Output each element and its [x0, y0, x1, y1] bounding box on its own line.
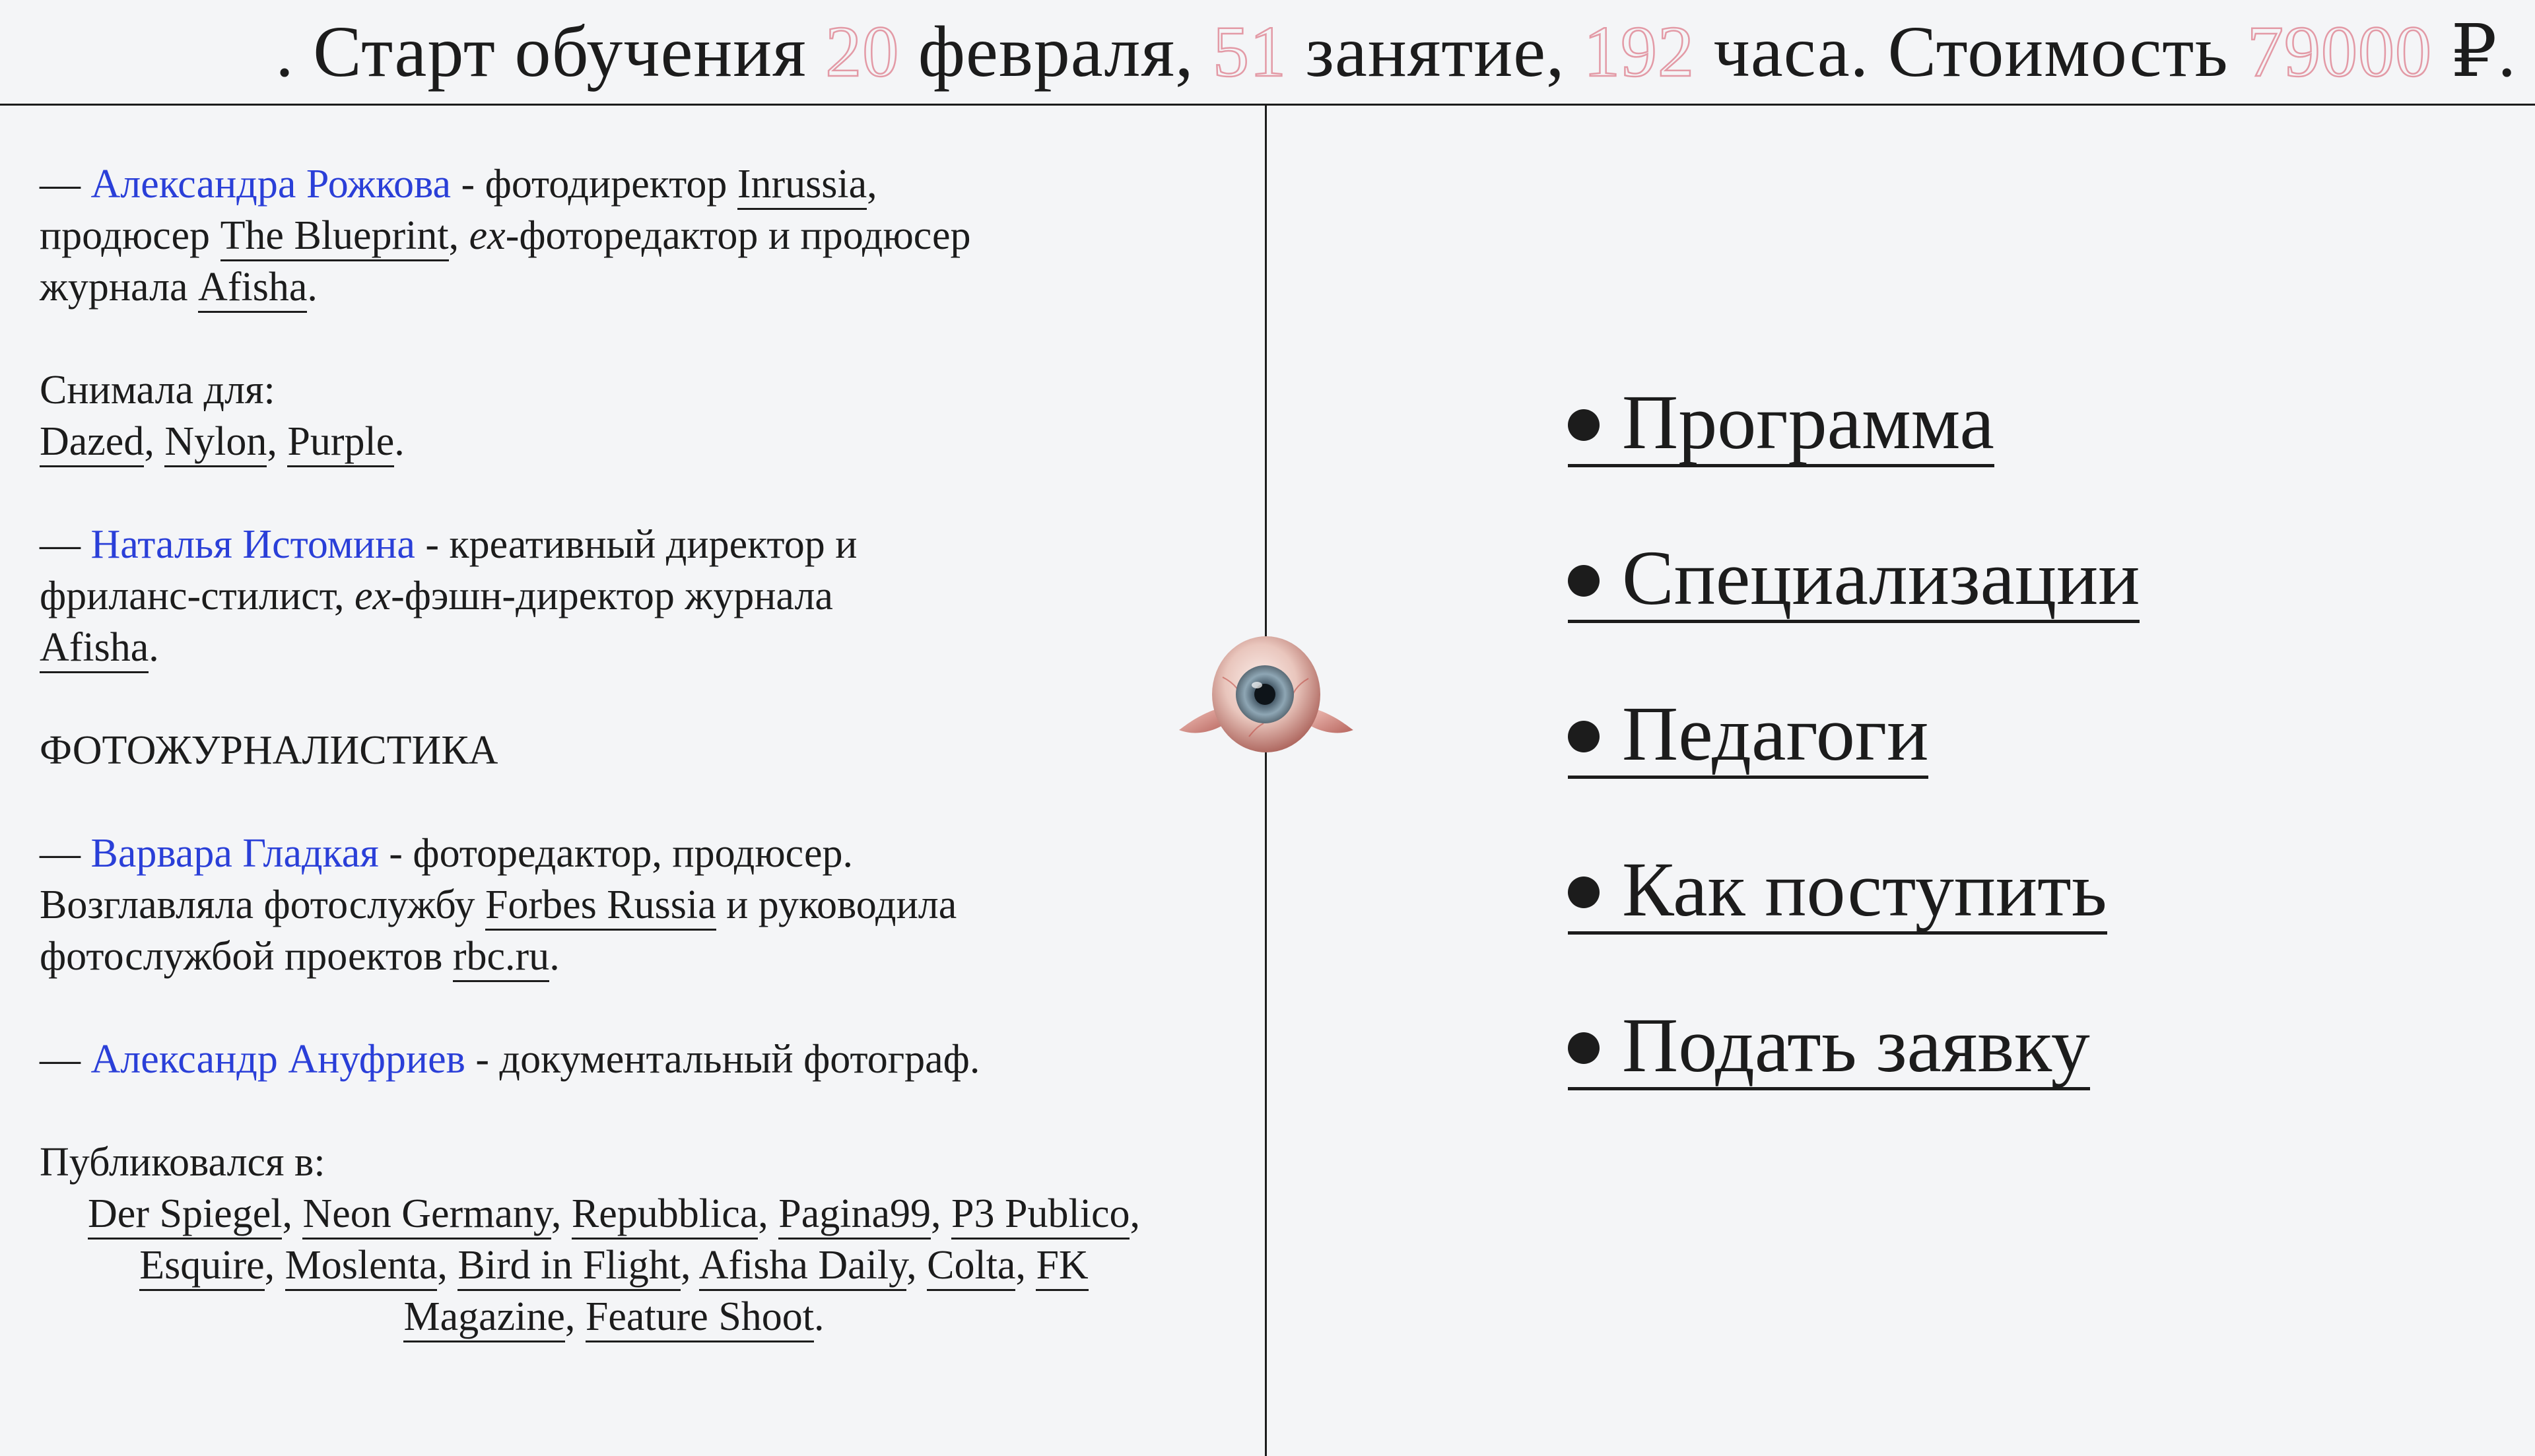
link-purple[interactable]: Purple: [287, 419, 394, 467]
link-esquire[interactable]: Esquire: [139, 1243, 264, 1291]
menu-item-program[interactable]: [1568, 376, 2426, 532]
link-pagina99[interactable]: Pagina99: [778, 1191, 931, 1240]
vertical-divider: [1265, 106, 1267, 1456]
dash: —: [40, 1037, 91, 1082]
punct: .: [149, 625, 159, 670]
link-bird-in-flight[interactable]: Bird in Flight: [457, 1243, 681, 1291]
link-the-blueprint[interactable]: The Blueprint: [220, 213, 449, 261]
link-inrussia[interactable]: Inrussia: [737, 162, 867, 210]
published-in-label: Публиковался в:: [40, 1140, 325, 1185]
teacher-entry-rozhkova: [40, 158, 1215, 313]
menu-item-teachers[interactable]: [1568, 688, 2426, 844]
ticker-hours-word: часа. Стоимость: [1695, 11, 2247, 92]
published-in-links: Der Spiegel, Neon Germany, Repubblica, Pagina99, P3 Publico, Esquire, Moslenta, Bird in Flight, Afisha Daily, Colta, FK Magazine, Feature Shoot.: [40, 1188, 1162, 1342]
link-nylon[interactable]: Nylon: [164, 419, 267, 467]
teacher-name-gladkaya[interactable]: Варвара Гладкая: [90, 831, 379, 876]
teacher-desc-text: - фотодиректор: [451, 162, 737, 207]
teacher-entry-istomina: [40, 519, 1215, 673]
link-neon-germany[interactable]: Neon Germany: [302, 1191, 551, 1240]
ticker-month: февраля,: [899, 11, 1213, 92]
punct: .: [307, 265, 318, 310]
teacher-name-anufriev[interactable]: Александр Ануфриев: [90, 1037, 465, 1082]
menu-item-label: Подать заявку: [1622, 1002, 2090, 1088]
ticker-lead: . Старт обучения: [275, 11, 826, 92]
bullet-dot-icon: [1568, 1032, 1600, 1064]
bullet-dot-icon: [1568, 565, 1600, 597]
link-forbes-russia[interactable]: Forbes Russia: [485, 882, 716, 931]
teacher-name-rozhkova[interactable]: Александра Рожкова: [90, 162, 452, 207]
link-afisha-daily[interactable]: Afisha Daily: [699, 1243, 907, 1291]
menu-item-inner: [1568, 381, 1994, 467]
menu-item-label: Как поступить: [1622, 846, 2107, 933]
menu-item-inner: [1568, 692, 1928, 779]
shot-for-block: Снимала для: Dazed, Nylon, Purple.: [40, 364, 1215, 467]
menu-item-specializations[interactable]: [1568, 532, 2426, 688]
dash: —: [40, 162, 91, 207]
teacher-entry-anufriev: [40, 1034, 1215, 1085]
punct: .: [549, 934, 560, 979]
link-moslenta[interactable]: Moslenta: [285, 1243, 438, 1291]
dash: —: [40, 522, 91, 567]
teacher-desc-text: журнала: [40, 265, 199, 310]
teacher-desc-text: - креативный директор и: [415, 522, 858, 567]
menu-item-submit-application[interactable]: [1568, 999, 2426, 1155]
link-afisha[interactable]: Afisha: [198, 265, 307, 313]
ticker-lessons-word: занятие,: [1287, 11, 1584, 92]
menu-item-label: Программа: [1622, 379, 1994, 465]
link-feature-shoot[interactable]: Feature Shoot: [586, 1294, 814, 1342]
published-in-block: [40, 1137, 1215, 1342]
ticker-text: [275, 5, 2517, 98]
teacher-desc-text: Возглавляла фотослужбу: [40, 882, 485, 927]
ticker-lessons-count: 51: [1213, 11, 1287, 92]
link-fk-magazine[interactable]: FK Magazine: [403, 1243, 1088, 1342]
menu-item-label: Педагоги: [1622, 690, 1929, 777]
dash: —: [40, 831, 91, 876]
ticker-start-day: 20: [825, 11, 900, 92]
teacher-desc-text: -фэшн-директор журнала: [391, 574, 833, 618]
menu-item-inner: [1568, 1004, 2090, 1090]
ticker-currency: ₽.: [2432, 11, 2517, 92]
teacher-desc-text: - документальный фотограф.: [465, 1037, 980, 1082]
ticker-hours-count: 192: [1584, 11, 1695, 92]
menu-item-inner: [1568, 848, 2107, 935]
link-colta[interactable]: Colta: [927, 1243, 1015, 1291]
info-ticker: [0, 0, 2535, 106]
link-der-spiegel[interactable]: Der Spiegel: [88, 1191, 282, 1240]
ex-prefix: ex: [469, 213, 506, 258]
bullet-dot-icon: [1568, 409, 1600, 441]
teacher-desc-text: продюсер: [40, 213, 220, 258]
punct: ,: [448, 213, 469, 258]
teacher-desc-text: и руководила: [716, 882, 957, 927]
link-repubblica[interactable]: Repubblica: [572, 1191, 758, 1240]
ex-prefix: ex: [355, 574, 391, 618]
teachers-list: [40, 158, 1215, 1342]
teacher-desc-text: фотослужбой проектов: [40, 934, 453, 979]
bullet-dot-icon: [1568, 721, 1600, 752]
main-menu: [1568, 376, 2426, 1155]
bullet-dot-icon: [1568, 877, 1600, 908]
teacher-entry-gladkaya: [40, 828, 1215, 982]
ticker-price: 79000: [2247, 11, 2432, 92]
shot-for-label: Снимала для:: [40, 368, 275, 413]
teacher-desc-text: -фоторедактор и продюсер: [505, 213, 971, 258]
menu-item-how-to-apply[interactable]: [1568, 844, 2426, 999]
teacher-name-istomina[interactable]: Наталья Истомина: [90, 522, 415, 567]
link-dazed[interactable]: Dazed: [40, 419, 144, 467]
eye-icon: [1176, 631, 1356, 756]
menu-item-inner: [1568, 537, 2140, 623]
punct: ,: [867, 162, 877, 207]
teacher-desc-text: фриланс-стилист,: [40, 574, 355, 618]
menu-item-label: Специализации: [1622, 535, 2140, 621]
link-rbc[interactable]: rbc.ru: [453, 934, 549, 982]
link-p3-publico[interactable]: P3 Publico: [951, 1191, 1130, 1240]
section-heading-photojournalism: ФОТОЖУРНАЛИСТИКА: [40, 728, 498, 773]
link-afisha[interactable]: Afisha: [40, 625, 149, 673]
teacher-desc-text: - фоторедактор, продюсер.: [378, 831, 853, 876]
